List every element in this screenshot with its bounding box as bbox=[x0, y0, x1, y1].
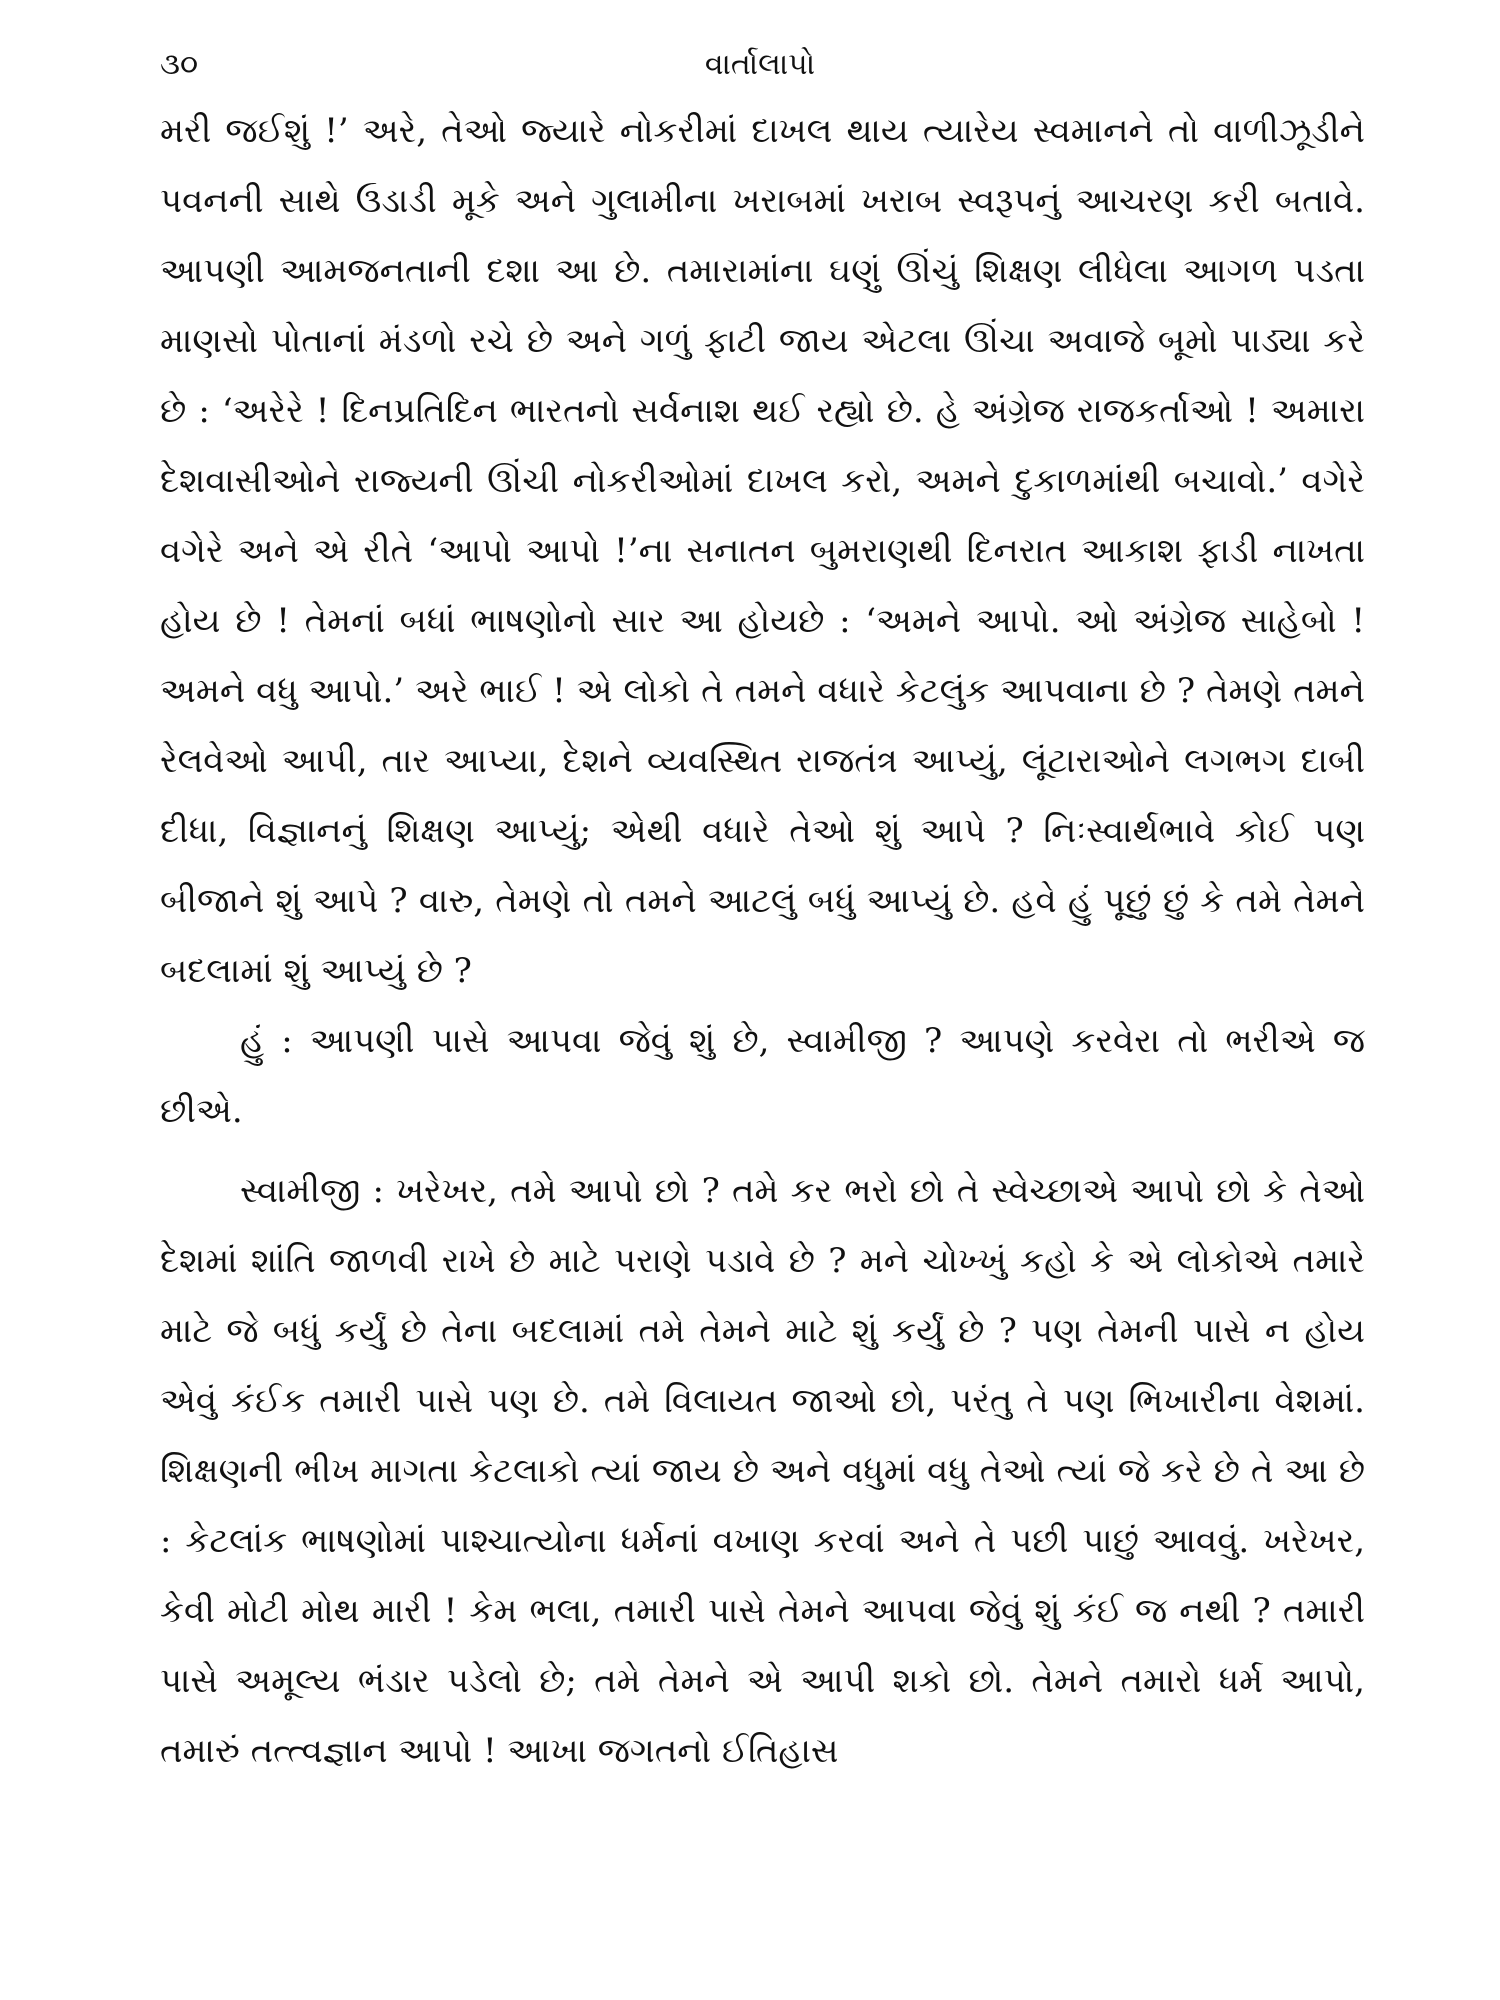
page-header bbox=[160, 40, 1360, 90]
page-number: ૩૦ bbox=[160, 47, 199, 82]
paragraph-question: હું : આપણી પાસે આપવા જેવું શું છે, સ્વામીજી ? આપણે કરવેરા તો ભરીએ જ છીએ. bbox=[160, 1021, 1365, 1131]
paragraph-continued: મરી જઈશું !’ અરે, તેઓ જ્યારે નોકરીમાં દાખલ થાય ત્યારેય સ્વમાનને તો વાળીઝૂડીને પવનની સાથે ઉડાડી મૂકે અને ગુલામીના ખરાબમાં ખરાબ સ્વરૂપનું આચરણ કરી બતાવે. આપણી આમજનતાની દશા આ છે. તમારામાંના ઘણું ઊંચું શિક્ષણ લીધેલા આગળ પડતા માણસો પોતાનાં મંડળો રચે છે અને ગળું ફાટી જાય એટલા ઊંચા અવાજે બૂમો પાડ્યા કરે છે : ‘અરેરે ! દિનપ્રતિદિન ભારતનો સર્વનાશ થઈ રહ્યો છે. હે અંગ્રેજ રાજકર્તાઓ ! અમારા દેશવાસીઓને રાજ્યની ઊંચી નોકરીઓમાં દાખલ કરો, અમને દુકાળમાંથી બચાવો.’ વગેરે વગેરે અને એ રીતે ‘આપો આપો !’ના સનાતન બુમરાણથી દિનરાત આકાશ ફાડી નાખતા હોય છે ! તેમનાં બધાં ભાષણોનો સાર આ હોયછે : ‘અમને આપો. ઓ અંગ્રેજ સાહેબો ! અમને વધુ આપો.’ અરે ભાઈ ! એ લોકો તે તમને વધારે કેટલુંક આપવાના છે ? તેમણે તમને રેલવેઓ આપી, તાર આપ્યા, દેશને વ્યવસ્થિત રાજતંત્ર આપ્યું, લૂંટારાઓને લગભગ દાબી દીધા, વિજ્ઞાનનું શિક્ષણ આપ્યું; એથી વધારે તેઓ શું આપે ? નિઃસ્વાર્થભાવે કોઈ પણ બીજાને શું આપે ? વારુ, તેમણે તો તમને આટલું બધું આપ્યું છે. હવે હું પૂછું છું કે તમે તેમને બદલામાં શું આપ્યું છે ? bbox=[160, 111, 1365, 991]
paragraph-answer: સ્વામીજી : ખરેખર, તમે આપો છો ? તમે કર ભરો છો તે સ્વેચ્છાએ આપો છો કે તેઓ દેશમાં શાંતિ જાળવી રાખે છે માટે પરાણે પડાવે છે ? મને ચોખ્ખું કહો કે એ લોકોએ તમારે માટે જે બધું કર્યું છે તેના બદલામાં તમે તેમને માટે શું કર્યું છે ? પણ તેમની પાસે ન હોય એવું કંઈક તમારી પાસે પણ છે. તમે વિલાયત જાઓ છો, પરંતુ તે પણ ભિખારીના વેશમાં. શિક્ષણની ભીખ માગતા કેટલાકો ત્યાં જાય છે અને વધુમાં વધુ તેઓ ત્યાં જે કરે છે તે આ છે : કેટલાંક ભાષણોમાં પાશ્ચાત્યોના ધર્મનાં વખાણ કરવાં અને તે પછી પાછું આવવું. ખરેખર, કેવી મોટી મોથ મારી ! કેમ ભલા, તમારી પાસે તેમને આપવા જેવું શું કંઈ જ નથી ? તમારી પાસે અમૂલ્ય ભંડાર પડેલો છે; તમે તેમને એ આપી શકો છો. તેમને તમારો ધર્મ આપો, તમારું તત્ત્વજ્ઞાન આપો ! આખા જગતનો ઈતિહાસ bbox=[160, 1171, 1365, 1771]
body-text bbox=[160, 96, 1365, 1786]
running-head: વાર્તાલાપો bbox=[704, 47, 816, 82]
